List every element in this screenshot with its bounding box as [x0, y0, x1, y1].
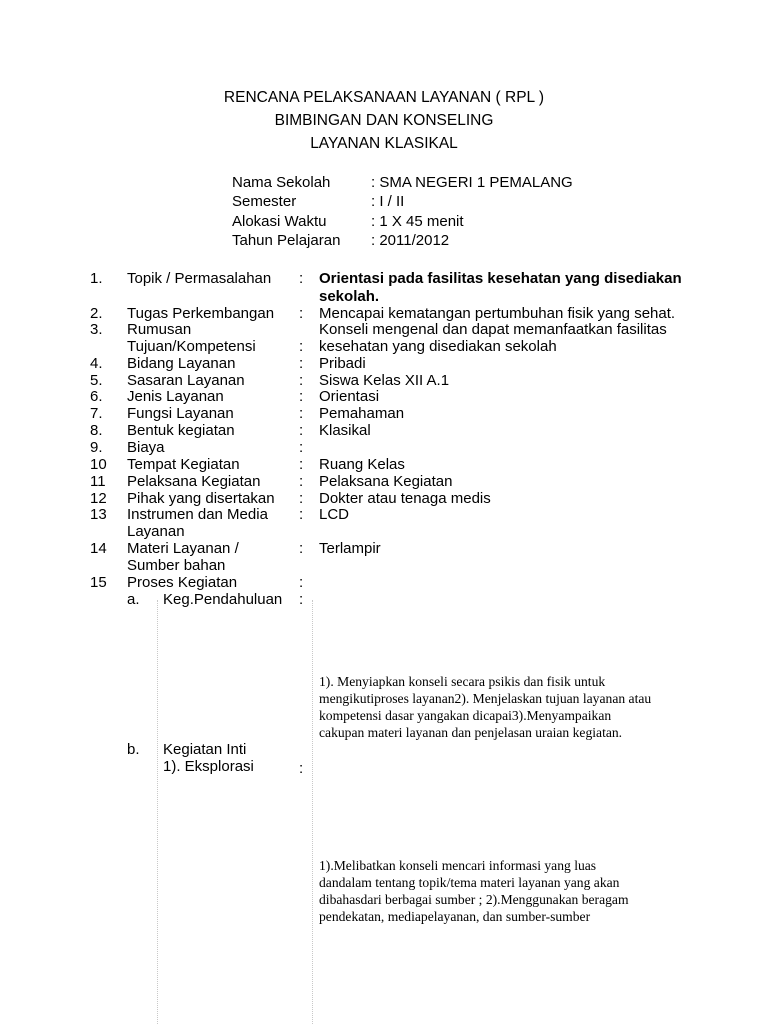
item-label: Tujuan/Kompetensi [127, 338, 256, 355]
paragraph-line: kompetensi dasar yangakan dicapai3).Menyampaikan [319, 708, 612, 723]
sub-item-letter: b. [127, 741, 140, 758]
item-number: 10 [90, 456, 107, 473]
table-border [157, 600, 158, 1024]
item-value: Siswa Kelas XII A.1 [319, 372, 450, 389]
item-label: Topik / Permasalahan [127, 270, 272, 287]
item-value: Pelaksana Kegiatan [319, 473, 453, 490]
item-colon: : [299, 305, 304, 322]
item-label: Sasaran Layanan [127, 372, 245, 389]
identity-value: : SMA NEGERI 1 PEMALANG [371, 174, 573, 191]
item-label: Pihak yang disertakan [127, 490, 275, 507]
item-value: Pemahaman [319, 405, 405, 422]
paragraph-line: dibahasdari berbagai sumber ; 2).Menggunakan beragam [319, 892, 629, 907]
item-colon: : [299, 338, 304, 355]
item-colon: : [299, 355, 304, 372]
paragraph-line: 1).Melibatkan konseli mencari informasi yang luas [319, 858, 597, 873]
item-number: 5. [90, 372, 103, 389]
item-number: 7. [90, 405, 103, 422]
item-number: 4. [90, 355, 103, 372]
item-label: Sumber bahan [127, 557, 226, 574]
item-number: 1. [90, 270, 103, 287]
paragraph-line: mengikutiproses layanan2). Menjelaskan tujuan layanan atau [319, 691, 652, 706]
sub-item-label: 1). Eksplorasi [163, 758, 254, 775]
item-value: Terlampir [319, 540, 381, 557]
identity-label: Semester [232, 193, 297, 210]
sub-item-label: Kegiatan Inti [163, 741, 247, 758]
item-label: Pelaksana Kegiatan [127, 473, 261, 490]
item-number: 15 [90, 574, 107, 591]
document-subtitle: BIMBINGAN DAN KONSELING [274, 112, 494, 129]
identity-value: : 1 X 45 menit [371, 213, 464, 230]
item-colon: : [299, 388, 304, 405]
identity-value: : 2011/2012 [371, 232, 450, 249]
item-colon: : [299, 270, 304, 287]
item-colon: : [299, 506, 304, 523]
item-label: Bentuk kegiatan [127, 422, 235, 439]
item-label: Layanan [127, 523, 185, 540]
identity-label: Alokasi Waktu [232, 213, 327, 230]
item-number: 12 [90, 490, 107, 507]
item-number: 2. [90, 305, 103, 322]
item-number: 11 [90, 473, 106, 490]
item-label: Bidang Layanan [127, 355, 236, 372]
item-colon: : [299, 473, 304, 490]
item-label: Tempat Kegiatan [127, 456, 240, 473]
item-number: 8. [90, 422, 103, 439]
item-colon: : [299, 422, 304, 439]
item-number: 3. [90, 321, 103, 338]
item-number: 14 [90, 540, 107, 557]
table-border [312, 600, 313, 1024]
item-colon: : [299, 760, 304, 777]
item-colon: : [299, 456, 304, 473]
item-value: Konseli mengenal dan dapat memanfaatkan fasilitas [319, 321, 667, 338]
item-value: kesehatan yang disediakan sekolah [319, 338, 557, 355]
item-label: Materi Layanan / [127, 540, 239, 557]
item-number: 9. [90, 439, 103, 456]
paragraph-line: cakupan materi layanan dan penjelasan uraian kegiatan. [319, 725, 623, 740]
sub-item-label: Keg.Pendahuluan [163, 591, 283, 608]
item-label: Fungsi Layanan [127, 405, 234, 422]
identity-label: Tahun Pelajaran [232, 232, 341, 249]
item-colon: : [299, 591, 304, 608]
item-value: Dokter atau tenaga medis [319, 490, 491, 507]
paragraph-line: pendekatan, mediapelayanan, dan sumber-sumber [319, 909, 591, 924]
identity-label: Nama Sekolah [232, 174, 331, 191]
identity-value: : I / II [371, 193, 405, 210]
item-value: Mencapai kematangan pertumbuhan fisik yang sehat. [319, 305, 676, 322]
item-value: LCD [319, 506, 350, 523]
item-value: Orientasi [319, 388, 380, 405]
document-subtitle-2: LAYANAN KLASIKAL [310, 135, 458, 152]
item-value: Ruang Kelas [319, 456, 405, 473]
item-label: Instrumen dan Media [127, 506, 268, 523]
item-label: Jenis Layanan [127, 388, 224, 405]
item-value: sekolah. [319, 288, 380, 305]
item-colon: : [299, 439, 304, 456]
item-value: Orientasi pada fasilitas kesehatan yang disediakan [319, 270, 682, 287]
item-colon: : [299, 405, 304, 422]
item-colon: : [299, 490, 304, 507]
item-value: Pribadi [319, 355, 366, 372]
item-number: 6. [90, 388, 103, 405]
sub-item-letter: a. [127, 591, 140, 608]
item-number: 13 [90, 506, 107, 523]
item-colon: : [299, 540, 304, 557]
item-colon: : [299, 372, 304, 389]
item-label: Tugas Perkembangan [127, 305, 275, 322]
item-value: Klasikal [319, 422, 371, 439]
item-label: Biaya [127, 439, 165, 456]
item-label: Rumusan [127, 321, 192, 338]
paragraph-line: dandalam tentang topik/tema materi layanan yang akan [319, 875, 620, 890]
item-colon: : [299, 574, 304, 591]
paragraph-line: 1). Menyiapkan konseli secara psikis dan fisik untuk [319, 674, 606, 689]
document-title: RENCANA PELAKSANAAN LAYANAN ( RPL ) [223, 89, 545, 106]
item-label: Proses Kegiatan [127, 574, 238, 591]
